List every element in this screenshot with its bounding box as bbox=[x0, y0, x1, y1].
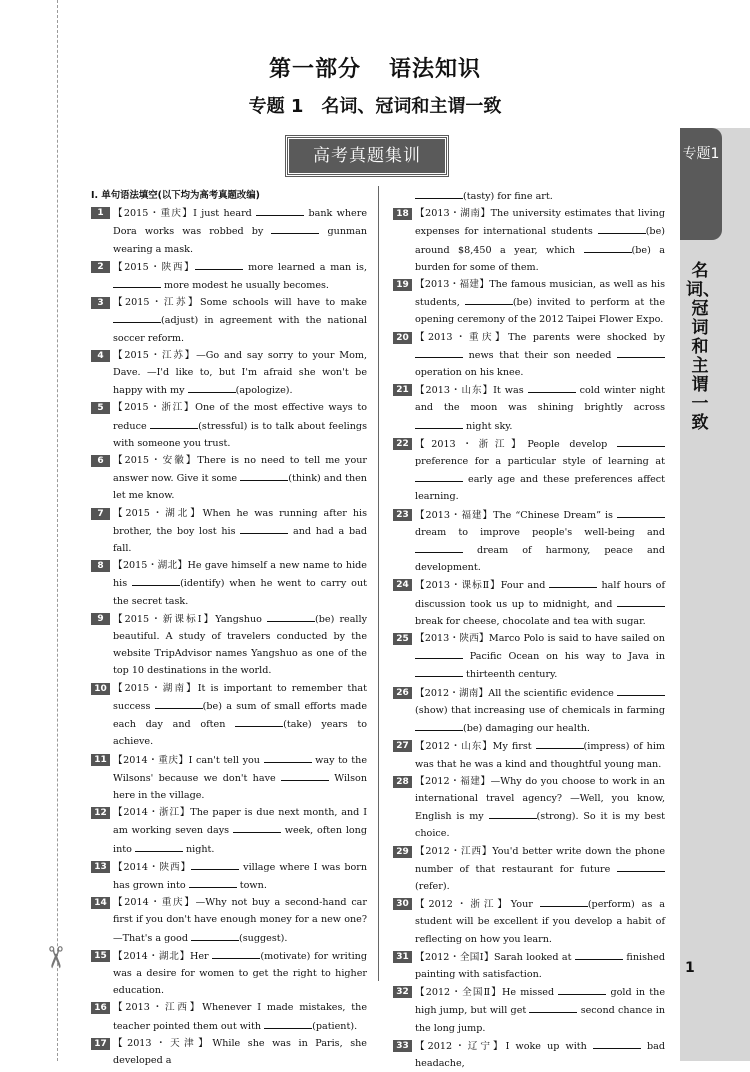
question-number: 8 bbox=[91, 560, 110, 572]
answer-blank[interactable] bbox=[528, 381, 576, 393]
part-title: 第一部分 语法知识 bbox=[268, 57, 482, 82]
question-text: 【2013・福建】The “Chinese Dream” is bbox=[415, 509, 617, 521]
answer-blank[interactable] bbox=[415, 417, 463, 429]
answer-blank[interactable] bbox=[617, 684, 665, 696]
question-number: 17 bbox=[91, 1038, 110, 1050]
answer-blank[interactable] bbox=[617, 595, 665, 607]
answer-blank[interactable] bbox=[584, 241, 632, 253]
question-item bbox=[393, 948, 665, 983]
question-text: town. bbox=[236, 879, 267, 891]
question-number: 31 bbox=[393, 951, 412, 963]
question-text: 【2015・安徽】There is no need to tell me your answer now. Give it some bbox=[113, 455, 367, 485]
question-number: 21 bbox=[393, 384, 412, 396]
side-vertical-title: 名词、冠词和主谓一致 bbox=[686, 261, 720, 433]
question-number: 30 bbox=[393, 898, 412, 910]
question-text: 【2015・浙江】One of the most effective ways to reduce bbox=[113, 402, 367, 432]
question-text: (adjust) in agreement with the national soccer reform. bbox=[113, 315, 367, 344]
question-text: 【2015・湖南】It is important to remember that success bbox=[113, 682, 367, 712]
answer-blank[interactable] bbox=[189, 876, 237, 888]
question-text: 【2012・江西】You'd better write down the phone number of that restaurant for future bbox=[415, 845, 665, 875]
question-item bbox=[393, 773, 665, 843]
section-heading: Ⅰ. 单句语法填空(以下均为高考真题改编) bbox=[91, 190, 260, 201]
answer-blank[interactable] bbox=[212, 947, 260, 959]
question-text: (think) and then let me know. bbox=[113, 473, 367, 502]
answer-blank[interactable] bbox=[271, 222, 319, 234]
question-text: 【2012・浙江】Your bbox=[415, 899, 540, 911]
question-text: gunman wearing a mask. bbox=[113, 226, 368, 255]
question-item bbox=[91, 505, 367, 558]
answer-blank[interactable] bbox=[256, 204, 304, 216]
question-text: early age and these preferences affect learning. bbox=[415, 474, 665, 503]
question-number: 20 bbox=[393, 332, 412, 344]
question-number: 2 bbox=[91, 261, 110, 273]
answer-blank[interactable] bbox=[150, 417, 198, 429]
question-item bbox=[91, 999, 367, 1034]
answer-blank[interactable] bbox=[264, 751, 312, 763]
question-number: 33 bbox=[393, 1040, 412, 1052]
question-number: 12 bbox=[91, 807, 110, 819]
answer-blank[interactable] bbox=[240, 469, 288, 481]
question-text: second chance in the long jump. bbox=[415, 1005, 665, 1034]
answer-blank[interactable] bbox=[540, 895, 588, 907]
answer-blank[interactable] bbox=[415, 665, 463, 677]
side-tab bbox=[680, 128, 750, 243]
question-number: 24 bbox=[393, 579, 412, 591]
question-number: 14 bbox=[91, 897, 110, 909]
page-number: 1 bbox=[685, 960, 695, 976]
question-item bbox=[393, 276, 665, 329]
question-item bbox=[91, 894, 367, 947]
question-item bbox=[91, 751, 367, 805]
question-item bbox=[91, 804, 367, 858]
answer-blank[interactable] bbox=[617, 506, 665, 518]
question-text: 【2014・浙江】The paper is due next month, and I am working seven days bbox=[113, 807, 367, 837]
question-item bbox=[393, 737, 665, 772]
question-item bbox=[393, 576, 665, 630]
question-item bbox=[393, 506, 665, 577]
answer-blank[interactable] bbox=[617, 860, 665, 872]
question-text: (patient). bbox=[312, 1020, 358, 1032]
question-text: 【2015・陕西】 bbox=[113, 261, 196, 273]
question-number: 26 bbox=[393, 687, 412, 699]
question-text: (suggest). bbox=[239, 932, 288, 944]
question-text: night sky. bbox=[463, 420, 513, 432]
answer-blank[interactable] bbox=[191, 858, 239, 870]
answer-blank[interactable] bbox=[415, 719, 463, 731]
question-item bbox=[393, 983, 665, 1037]
question-number: 5 bbox=[91, 402, 110, 414]
question-text: night. bbox=[182, 843, 215, 855]
question-text: (be) invited to perform at the opening ceremony of the 2012 Taipei Flower Expo. bbox=[415, 297, 665, 326]
answer-blank[interactable] bbox=[264, 1017, 312, 1029]
answer-blank[interactable] bbox=[598, 222, 646, 234]
scissors-icon: ✂ bbox=[37, 944, 73, 971]
question-text: 【2012・全国Ⅱ】He missed bbox=[415, 987, 559, 999]
question-item bbox=[91, 947, 367, 1000]
question-text: (be) around $8,450 a year, which bbox=[415, 226, 665, 256]
question-item bbox=[91, 399, 367, 452]
question-text: dream to improve people's well-being and bbox=[415, 526, 665, 538]
question-item bbox=[393, 381, 665, 435]
question-item bbox=[393, 895, 665, 948]
question-text: 【2014・重庆】—Why not buy a second-hand car first if you don't have enough money for a new one? —That's a good bbox=[113, 897, 367, 944]
answer-blank[interactable] bbox=[415, 346, 463, 358]
question-item bbox=[393, 843, 665, 896]
question-item bbox=[393, 1037, 665, 1072]
answer-blank[interactable] bbox=[135, 840, 183, 852]
question-item bbox=[393, 205, 665, 276]
answer-blank[interactable] bbox=[617, 346, 665, 358]
question-text: 【2013・浙江】People develop bbox=[415, 438, 617, 450]
question-text: 【2013・课标Ⅱ】Four and bbox=[415, 580, 550, 592]
answer-blank[interactable] bbox=[113, 311, 161, 323]
question-text: gold in the high jump, but will get bbox=[415, 987, 665, 1017]
question-text: half hours of discussion took us up to midnight, and bbox=[415, 580, 665, 610]
question-text: more modest he usually becomes. bbox=[161, 280, 329, 292]
question-text: (impress) of him was that he was a kind and thoughtful young man. bbox=[415, 741, 665, 770]
question-text: thirteenth century. bbox=[463, 669, 558, 681]
question-item bbox=[91, 258, 367, 294]
question-item bbox=[91, 452, 367, 505]
question-text: 【2015・江苏】Some schools will have to make bbox=[113, 297, 367, 309]
question-text: (perform) as a student will be excellent if you develop a habit of reflecting on how you learn. bbox=[415, 899, 665, 945]
question-text: 【2013・山东】It was bbox=[415, 385, 528, 397]
question-item bbox=[393, 187, 665, 205]
answer-blank[interactable] bbox=[415, 647, 463, 659]
question-text: 【2015・湖北】When he was running after his brother, the boy lost his bbox=[113, 507, 367, 537]
topic-title: 专题 1 名词、冠词和主谓一致 bbox=[248, 96, 502, 117]
side-tab-label: 专题1 bbox=[680, 128, 722, 240]
answer-blank[interactable] bbox=[529, 1001, 577, 1013]
question-item bbox=[91, 1035, 367, 1069]
question-item bbox=[91, 294, 367, 347]
answer-blank[interactable] bbox=[188, 381, 236, 393]
question-text: 【2012・福建】—Why do you choose to work in an international travel agency? —Well, you know, English is my bbox=[415, 775, 665, 823]
question-text: (apologize). bbox=[235, 385, 293, 397]
question-text: news that their son needed bbox=[463, 349, 617, 361]
left-column bbox=[91, 187, 367, 1069]
question-text: (identify) when he went to carry out the secret task. bbox=[113, 578, 367, 607]
question-text: 【2015・江苏】—Go and say sorry to your Mom, Dave. —I'd like to, but I'm afraid she won't be happy with my bbox=[113, 349, 367, 397]
question-item bbox=[91, 557, 367, 610]
question-number: 19 bbox=[393, 279, 412, 291]
answer-blank[interactable] bbox=[593, 1037, 641, 1049]
question-text: 【2015・湖北】He gave himself a new name to hide his bbox=[113, 560, 367, 590]
question-text: more learned a man is, bbox=[243, 261, 367, 273]
question-number: 3 bbox=[91, 297, 110, 309]
question-item bbox=[393, 435, 665, 506]
answer-blank[interactable] bbox=[281, 769, 329, 781]
question-number: 22 bbox=[393, 438, 412, 450]
answer-blank[interactable] bbox=[617, 435, 665, 447]
question-number: 15 bbox=[91, 950, 110, 962]
answer-blank[interactable] bbox=[267, 610, 315, 622]
question-item bbox=[91, 858, 367, 894]
question-text: 【2012・湖南】All the scientific evidence bbox=[415, 687, 617, 699]
answer-blank[interactable] bbox=[465, 293, 513, 305]
answer-blank[interactable] bbox=[195, 258, 243, 270]
question-text: week, often long into bbox=[113, 825, 367, 855]
question-text: operation on his knee. bbox=[415, 367, 524, 379]
question-text: dream of harmony, peace and development. bbox=[415, 545, 665, 574]
question-number: 16 bbox=[91, 1002, 110, 1014]
question-number: 10 bbox=[91, 683, 110, 695]
answer-blank[interactable] bbox=[155, 697, 203, 709]
answer-blank[interactable] bbox=[233, 821, 281, 833]
question-text: (stressful) is to talk about feelings with someone you trust. bbox=[113, 420, 367, 449]
question-text: 【2014・重庆】I can't tell you bbox=[113, 754, 264, 766]
question-text: (strong). So it is my best choice. bbox=[415, 811, 665, 840]
question-item bbox=[91, 347, 367, 400]
question-item bbox=[393, 329, 665, 382]
question-text: Wilson here in the village. bbox=[113, 772, 367, 801]
question-text: (be) really beautiful. A study of travelers conducted by the website TripAdvisor names Yangshuo as one of the top 10 destinations in the world. bbox=[113, 613, 367, 677]
question-text: 【2014・陕西】 bbox=[113, 861, 192, 873]
answer-blank[interactable] bbox=[415, 187, 463, 199]
question-number: 9 bbox=[91, 613, 110, 625]
question-text: 【2012・辽宁】I woke up with bbox=[415, 1040, 593, 1052]
question-number: 11 bbox=[91, 754, 110, 766]
question-text: 【2013・陕西】Marco Polo is said to have sailed on bbox=[415, 633, 665, 645]
question-number: 27 bbox=[393, 740, 412, 752]
question-item bbox=[91, 204, 367, 258]
question-item bbox=[91, 680, 367, 751]
question-text: (refer). bbox=[415, 880, 450, 892]
question-number: 29 bbox=[393, 846, 412, 858]
answer-blank[interactable] bbox=[415, 470, 463, 482]
question-number: 4 bbox=[91, 350, 110, 362]
right-column bbox=[393, 187, 665, 1072]
answer-blank[interactable] bbox=[113, 276, 161, 288]
question-text: Pacific Ocean on his way to Java in bbox=[463, 651, 665, 663]
question-text: 【2013・福建】The famous musician, as well as his students, bbox=[415, 279, 665, 309]
answer-blank[interactable] bbox=[575, 948, 623, 960]
question-text: 【2012・全国Ⅰ】Sarah looked at bbox=[415, 951, 575, 963]
answer-blank[interactable] bbox=[489, 807, 537, 819]
answer-blank[interactable] bbox=[235, 715, 283, 727]
answer-blank[interactable] bbox=[191, 929, 239, 941]
question-text: bad headache, bbox=[415, 1040, 665, 1069]
question-number: 7 bbox=[91, 508, 110, 520]
section-banner: 高考真题集训 bbox=[286, 136, 448, 176]
question-text: finished painting with satisfaction. bbox=[415, 951, 665, 980]
question-number: 25 bbox=[393, 633, 412, 645]
question-number: 32 bbox=[393, 986, 412, 998]
question-text: (be) a sum of small efforts made each day and often bbox=[113, 700, 367, 731]
question-number: 6 bbox=[91, 455, 110, 467]
question-text: village where I was born has grown into bbox=[113, 861, 367, 891]
answer-blank[interactable] bbox=[558, 983, 606, 995]
question-text: (be) damaging our health. bbox=[463, 723, 590, 735]
question-text: (tasty) for fine art. bbox=[463, 191, 553, 202]
question-text: 【2013・重庆】The parents were shocked by bbox=[415, 331, 665, 343]
question-item bbox=[393, 630, 665, 684]
question-text: 【2014・湖北】Her bbox=[113, 950, 213, 962]
answer-blank[interactable] bbox=[132, 574, 180, 586]
question-text: bank where Dora works was robbed by bbox=[113, 208, 367, 238]
question-text: break for cheese, chocolate and tea with sugar. bbox=[415, 615, 646, 627]
question-text: (take) years to achieve. bbox=[113, 719, 367, 748]
question-text: 【2013・江西】Whenever I made mistakes, the teacher pointed them out with bbox=[113, 1002, 367, 1032]
question-text: (motivate) for writing was a desire for women to get the right to higher education. bbox=[113, 950, 367, 997]
question-text: 【2013・湖南】The university estimates that living expenses for international students bbox=[415, 208, 665, 238]
question-text: (be) a burden for some of them. bbox=[415, 244, 666, 273]
answer-blank[interactable] bbox=[415, 541, 463, 553]
question-text: and had a bad fall. bbox=[113, 525, 367, 555]
question-number: 1 bbox=[91, 207, 110, 219]
question-item bbox=[91, 610, 367, 680]
question-text: 【2013・天津】While she was in Paris, she developed a bbox=[113, 1037, 367, 1066]
question-text: 【2012・山东】My first bbox=[415, 741, 536, 753]
answer-blank[interactable] bbox=[549, 576, 597, 588]
question-text: way to the Wilsons' because we don't have bbox=[113, 754, 367, 784]
question-number: 18 bbox=[393, 208, 412, 220]
answer-blank[interactable] bbox=[536, 737, 584, 749]
question-text: 【2015・新课标Ⅰ】Yangshuo bbox=[113, 613, 268, 625]
question-text: (show) that increasing use of chemicals in farming bbox=[415, 704, 665, 716]
question-text: cold winter night and the moon was shining brightly across bbox=[415, 385, 665, 414]
question-number: 23 bbox=[393, 509, 412, 521]
question-number: 13 bbox=[91, 861, 110, 873]
column-divider bbox=[378, 186, 379, 981]
question-item bbox=[393, 684, 665, 738]
question-number: 28 bbox=[393, 776, 412, 788]
question-text: 【2015・重庆】I just heard bbox=[113, 208, 257, 220]
answer-blank[interactable] bbox=[240, 522, 288, 534]
question-text: preference for a particular style of learning at bbox=[415, 456, 665, 468]
cut-line bbox=[57, 0, 58, 1061]
